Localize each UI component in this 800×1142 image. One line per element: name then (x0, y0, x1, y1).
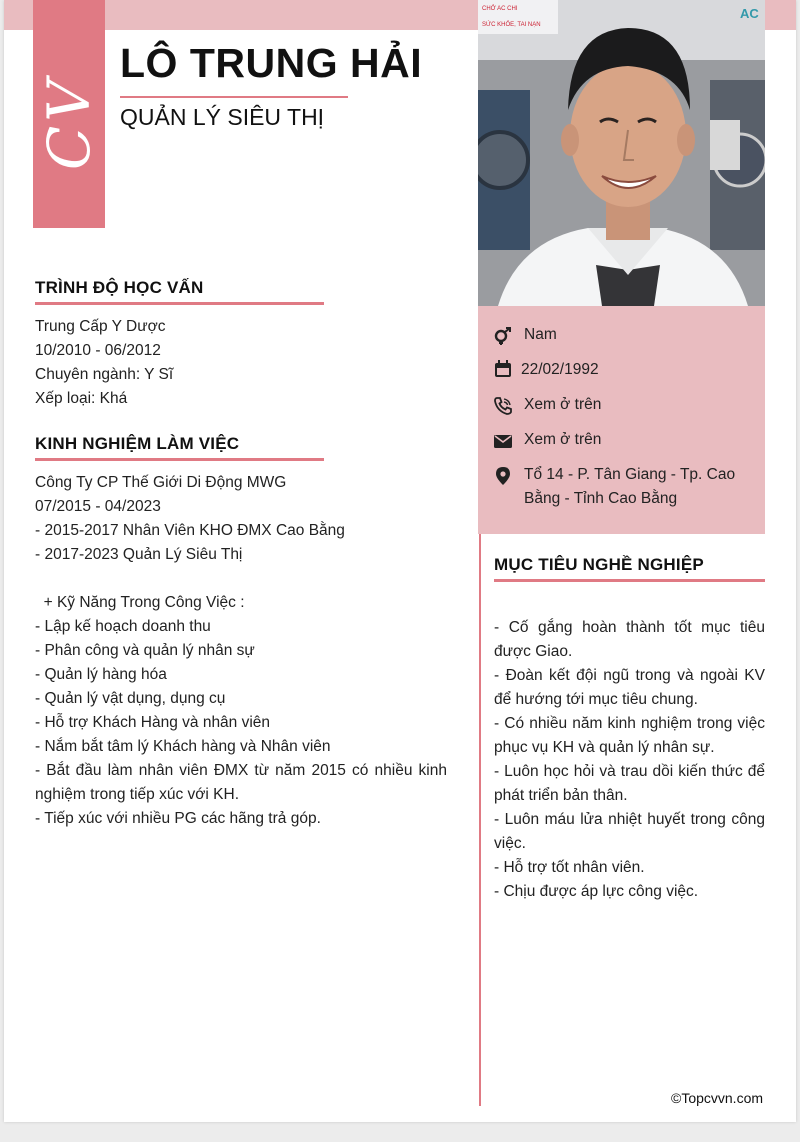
objective-line: - Luôn học hỏi và trau dồi kiến thức để phát triển bản thân. (494, 763, 765, 804)
name-underline (120, 96, 348, 98)
experience-underline (35, 458, 324, 461)
calendar-icon (494, 360, 512, 378)
cv-label: CV (35, 75, 103, 171)
education-underline (35, 302, 324, 305)
contact-info-box (478, 306, 765, 534)
profile-photo-illustration (478, 0, 765, 306)
email-value: Xem ở trên (524, 431, 602, 448)
footer-watermark: ©Topcvvn.com (671, 1090, 764, 1106)
experience-line: - Bắt đầu làm nhân viên ĐMX từ năm 2015 có nhiều kinh nghiệm trong tiếp xúc với KH. (35, 762, 447, 803)
objective-line: - Chịu được áp lực công việc. (494, 883, 699, 900)
column-divider (479, 534, 481, 1106)
education-line: Trung Cấp Y Dược (35, 318, 166, 335)
experience-line: - Hỗ trợ Khách Hàng và nhân viên (35, 714, 271, 731)
experience-spacer (35, 567, 447, 591)
cv-label-tab (33, 0, 105, 228)
objective-title: MỤC TIÊU NGHỀ NGHIỆP (494, 555, 704, 574)
objective-line: - Có nhiều năm kinh nghiệm trong việc phục vụ KH và quản lý nhân sự. (494, 715, 765, 756)
profile-photo (478, 0, 765, 306)
photo-sign-line2: SỨC KHỎE, TAI NẠN (482, 22, 541, 28)
experience-line: - Phân công và quản lý nhân sự (35, 642, 255, 659)
experience-line: - Quản lý vật dụng, dụng cụ (35, 690, 226, 707)
experience-line: - Nắm bắt tâm lý Khách hàng và Nhân viên (35, 738, 331, 755)
experience-line: - Quản lý hàng hóa (35, 666, 167, 683)
experience-line: - Lập kế hoạch doanh thu (35, 618, 211, 635)
location-icon (494, 467, 512, 485)
cv-page (4, 0, 796, 1122)
objective-line: - Đoàn kết đội ngũ trong và ngoài KV để hướng tới mục tiêu chung. (494, 667, 765, 708)
phone-icon (494, 397, 512, 415)
photo-sign-line1: CHỞ AC CHI (482, 6, 518, 12)
experience-line: 07/2015 - 04/2023 (35, 498, 161, 515)
experience-line: - 2015-2017 Nhân Viên KHO ĐMX Cao Bằng (35, 522, 345, 539)
phone-value: Xem ở trên (524, 396, 602, 413)
education-line: 10/2010 - 06/2012 (35, 342, 161, 359)
birthday-value: 22/02/1992 (521, 361, 599, 378)
email-icon (494, 432, 512, 450)
objective-details (494, 616, 765, 904)
gender-icon (494, 327, 512, 345)
job-title: QUẢN LÝ SIÊU THỊ (120, 104, 325, 130)
education-title: TRÌNH ĐỘ HỌC VẤN (35, 278, 204, 297)
objective-line: - Cố gắng hoàn thành tốt mục tiêu được Giao. (494, 619, 765, 660)
experience-details (35, 471, 447, 831)
experience-title: KINH NGHIỆM LÀM VIỆC (35, 434, 240, 453)
gender-value: Nam (524, 326, 557, 343)
experience-line: - 2017-2023 Quản Lý Siêu Thị (35, 546, 243, 563)
objective-line: - Luôn máu lửa nhiệt huyết trong công việc. (494, 811, 765, 852)
photo-brand: AC (740, 6, 759, 21)
objective-underline (494, 579, 765, 582)
education-line: Chuyên ngành: Y Sĩ (35, 366, 174, 383)
objective-line: - Hỗ trợ tốt nhân viên. (494, 859, 645, 876)
experience-line: + Kỹ Năng Trong Công Việc : (35, 594, 245, 611)
education-line: Xếp loại: Khá (35, 390, 128, 407)
candidate-name: LÔ TRUNG HẢI (120, 40, 423, 86)
experience-line: - Tiếp xúc với nhiều PG các hãng trả góp. (35, 810, 321, 827)
education-details (35, 315, 173, 411)
address-value: Tổ 14 - P. Tân Giang - Tp. Cao Bằng - Tỉnh Cao Bằng (524, 466, 736, 507)
experience-line: Công Ty CP Thế Giới Di Động MWG (35, 474, 287, 491)
